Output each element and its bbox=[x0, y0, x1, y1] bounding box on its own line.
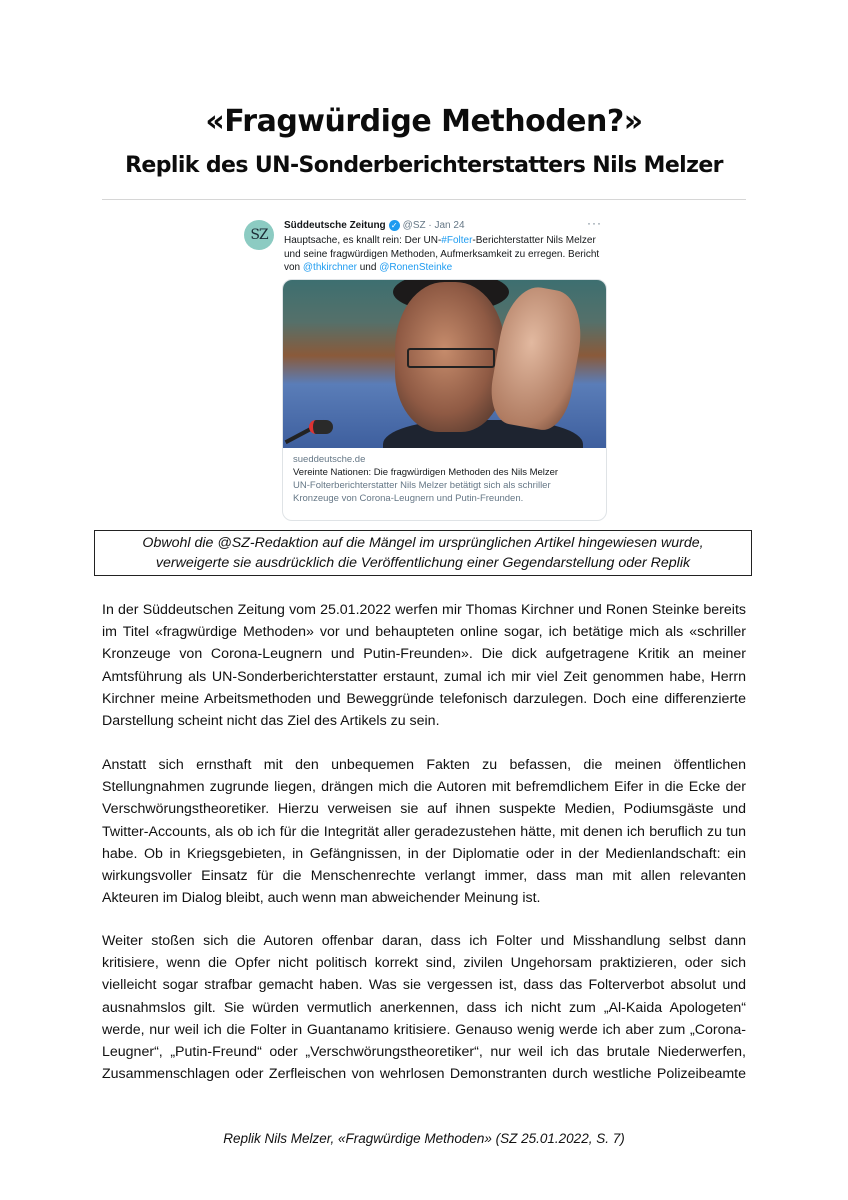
body-paragraph: Anstatt sich ernsthaft mit den unbequemen Fakten zu befassen, die meinen öffentlichen Stellungnahmen zugrunde liegen, drängen mich die Autoren mit befremdlichem Eifer in die Ecke der Verschwörungstheoretiker. Hierzu verweisen sie auf ihnen suspekte Medien, Podiumsgäste und Twitter-Accounts, als ob ich für die Integrität aller geradezustehen hätte, mit denen ich beruflich zu tun habe. Ob in Kriegsgebieten, in Gefängnissen, in der Diplomatie oder in der Medienlandschaft: ein wirkungsvoller Einsatz für die Menschenrechte verlangt immer, dass man mit allen relevanten Akteuren im Dialog bleibt, auch wenn man abweichender Meinung ist. bbox=[102, 757, 746, 907]
microphone-icon bbox=[309, 420, 333, 434]
photo-glasses bbox=[407, 348, 495, 368]
hashtag-link: #Folter bbox=[441, 235, 473, 246]
tweet-author-name: Süddeutsche Zeitung bbox=[284, 220, 386, 231]
notice-box bbox=[94, 530, 752, 576]
tweet-text-part: Hauptsache, es knallt rein: Der UN- bbox=[284, 235, 442, 246]
tweet-header bbox=[284, 220, 465, 231]
photo-hand bbox=[485, 282, 588, 434]
sz-avatar bbox=[244, 220, 274, 250]
notice-line: Obwohl die @SZ-Redaktion auf die Mängel im ursprünglichen Artikel hingewiesen wurde, bbox=[142, 535, 704, 551]
article-photo bbox=[283, 280, 606, 448]
mention-link: @RonenSteinke bbox=[379, 262, 453, 273]
document-subtitle: Replik des UN-Sonderberichterstatters Nils Melzer bbox=[125, 153, 723, 178]
card-body bbox=[283, 448, 606, 510]
tweet-text-part: und bbox=[356, 262, 380, 273]
more-options-icon: ··· bbox=[587, 216, 602, 230]
tweet-text bbox=[284, 234, 614, 275]
body-paragraph: In der Süddeutschen Zeitung vom 25.01.2022 werfen mir Thomas Kirchner und Ronen Steinke bereits im Titel «fragwürdige Methoden» vor und behaupteten online sogar, ich betätige mich als «schriller Kronzeuge von Corona-Leugnern und Putin-Freunden». Die dick aufgetragene Kritik an meiner Amtsführung als UN-Sonderberichterstatter erstaunt, zumal ich mir viel Zeit genommen habe, Herrn Kirchner meine Arbeitsmethoden und Beweggründe telefonisch darzulegen. Doch eine differenzierte Darstellung scheint nicht das Ziel des Artikels zu sein. bbox=[102, 602, 746, 730]
verified-badge-icon: ✓ bbox=[389, 220, 400, 231]
document-title: «Fragwürdige Methoden?» bbox=[205, 104, 643, 139]
tweet-handle-date: @SZ · Jan 24 bbox=[402, 220, 465, 231]
body-paragraph: Weiter stoßen sich die Autoren offenbar daran, dass ich Folter und Misshandlung selbst dann kritisiere, wenn die Opfer nicht politisch korrekt sind, zivilen Ungehorsam praktizieren, oder sich vielleicht sogar strafbar gemacht haben. Was sie vergessen ist, dass das Folterverbot absolut und ausnahmslos gilt. Sie würden vermutlich anerkennen, dass ich nicht zum „Al-Kaida Apologeten“ werde, nur weil ich die Folter in Guantanamo kritisiere. Genauso wenig werde ich aber zum „Corona-Leugner“, „Putin-Freund“ oder „Verschwörungstheoretiker“, nur weil ich das brutale Niederwerfen, Zusammenschlagen oder Zerfleischen von wehrlosen Demonstranten durch westliche Polizeibeamte bbox=[102, 933, 746, 1083]
card-domain: sueddeutsche.de bbox=[293, 454, 366, 465]
title-divider bbox=[102, 199, 746, 200]
card-title: Vereinte Nationen: Die fragwürdigen Methoden des Nils Melzer bbox=[293, 467, 559, 478]
link-preview-card bbox=[282, 279, 607, 521]
card-description: UN-Folterberichterstatter Nils Melzer betätigt sich als schriller Kronzeuge von Corona-Leugnern und Putin-Freunden. bbox=[293, 480, 551, 504]
tweet-text-part: -Berichterstatter Nils Melzer und seine fragwürdigen Methoden, Aufmerksamkeit zu erregen. Bericht von bbox=[284, 235, 600, 273]
avatar-text: SZ bbox=[250, 227, 268, 243]
notice-line: verweigerte sie ausdrücklich die Veröffentlichung einer Gegendarstellung oder Replik bbox=[155, 555, 691, 571]
embedded-tweet-screenshot bbox=[236, 212, 616, 524]
mention-link: @thkirchner bbox=[302, 262, 357, 273]
page-footer: Replik Nils Melzer, «Fragwürdige Methoden» (SZ 25.01.2022, S. 7) bbox=[223, 1131, 625, 1146]
